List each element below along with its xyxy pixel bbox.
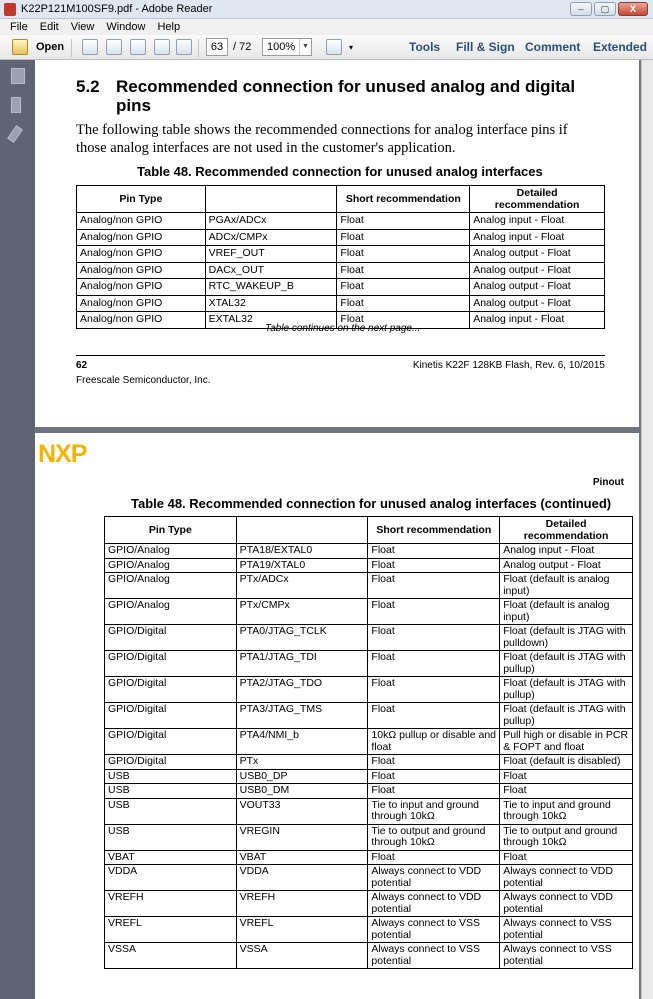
table-cell: PTA3/JTAG_TMS (236, 703, 368, 729)
table-cell: VREFH (236, 891, 368, 917)
menu-window[interactable]: Window (106, 21, 146, 33)
open-folder-icon[interactable] (12, 39, 28, 55)
table-cell: GPIO/Digital (105, 651, 237, 677)
table-cell: VSSA (105, 943, 237, 969)
table-row (105, 599, 633, 625)
table-cell: Float (500, 850, 633, 865)
table-cell: PTA1/JTAG_TDI (236, 651, 368, 677)
table-cell: Float (500, 769, 633, 784)
table-cell: Float (default is analog input) (500, 599, 633, 625)
navigation-panel (0, 60, 35, 999)
table-cell: Float (default is JTAG with pullup) (500, 677, 633, 703)
table-cell: USB (105, 769, 237, 784)
table-cell: Float (500, 784, 633, 799)
table-cell: PTx/ADCx (236, 573, 368, 599)
table-cell: Float (337, 262, 470, 279)
menu-view[interactable]: View (70, 21, 95, 33)
table-cell: Float (default is disabled) (500, 755, 633, 770)
export-pdf-icon[interactable] (106, 39, 122, 55)
table-cell: Always connect to VSS potential (368, 943, 500, 969)
menu-help[interactable]: Help (157, 21, 181, 33)
table-cell: VREGIN (236, 824, 368, 850)
table-row (105, 865, 633, 891)
table-row (105, 558, 633, 573)
table-cell: Always connect to VDD potential (368, 891, 500, 917)
maximize-button[interactable]: ▢ (594, 2, 616, 16)
table-cell: Analog/non GPIO (77, 246, 206, 263)
table-cell: DACx_OUT (205, 262, 337, 279)
table-cell: PTx/CMPx (236, 599, 368, 625)
footer-document: Kinetis K22F 128KB Flash, Rev. 6, 10/2015 (412, 360, 605, 371)
table-cell: Float (368, 651, 500, 677)
table-row (105, 703, 633, 729)
table-row (105, 625, 633, 651)
table-header-row (105, 517, 633, 544)
adobe-reader-icon (4, 3, 16, 16)
table-cell: GPIO/Digital (105, 703, 237, 729)
fill-sign-link[interactable]: Fill & Sign (456, 40, 515, 54)
table-cell: Float (368, 755, 500, 770)
table-cell: Float (368, 558, 500, 573)
attachments-icon[interactable] (7, 125, 23, 143)
table-cell: GPIO/Digital (105, 755, 237, 770)
table-cell: VREFH (105, 891, 237, 917)
table-cell: VREFL (105, 917, 237, 943)
table-row (105, 784, 633, 799)
table-row (105, 824, 633, 850)
column-header: Short recommendation (368, 517, 500, 544)
table-cell: Float (368, 769, 500, 784)
table-cell: Analog/non GPIO (77, 229, 206, 246)
tools-link[interactable]: Tools (409, 40, 441, 54)
table-cell: Float (default is JTAG with pullup) (500, 703, 633, 729)
nxp-logo (38, 441, 104, 465)
table-cell: Float (default is JTAG with pullup) (500, 651, 633, 677)
close-button[interactable]: X (618, 2, 648, 16)
table-cell: GPIO/Analog (105, 558, 237, 573)
menu-file[interactable]: File (10, 21, 28, 33)
table-cell: Float (337, 213, 470, 230)
table-cell: VSSA (236, 943, 368, 969)
table-cell: GPIO/Analog (105, 599, 237, 625)
table-cell: Analog input - Float (500, 544, 633, 559)
table-cell: Always connect to VDD potential (500, 891, 633, 917)
table-row (77, 279, 605, 296)
table-cell: PTA19/XTAL0 (236, 558, 368, 573)
table-cell: Float (368, 599, 500, 625)
chevron-down-icon[interactable]: ▼ (299, 39, 311, 55)
pin-table (76, 185, 605, 329)
table-cell: VDDA (105, 865, 237, 891)
page-header-pinout: Pinout (592, 477, 624, 488)
table-row (77, 246, 605, 263)
column-header (205, 186, 337, 213)
table-cell: VBAT (105, 850, 237, 865)
table-row (105, 573, 633, 599)
fit-page-icon[interactable] (326, 39, 342, 55)
page-thumbnails-icon[interactable] (11, 68, 25, 84)
table-cell: ADCx/CMPx (205, 229, 337, 246)
table-cell: Tie to input and ground through 10kΩ (368, 798, 500, 824)
table-cell: Always connect to VSS potential (500, 917, 633, 943)
window-title: K22P121M100SF9.pdf - Adobe Reader (21, 3, 213, 15)
save-icon[interactable] (176, 39, 192, 55)
table-cell: GPIO/Digital (105, 729, 237, 755)
table-cell: Float (368, 703, 500, 729)
table-cell: XTAL32 (205, 295, 337, 312)
table-cell: VOUT33 (236, 798, 368, 824)
table-cell: Float (368, 677, 500, 703)
table-cell: Float (337, 246, 470, 263)
table-cell: Always connect to VDD potential (500, 865, 633, 891)
column-header: Detailed recommendation (470, 186, 605, 213)
column-header: Pin Type (105, 517, 237, 544)
table-row (105, 651, 633, 677)
table-continues-note: Table continues on the next page... (265, 323, 421, 334)
table-cell: GPIO/Analog (105, 544, 237, 559)
table-cell: Analog input - Float (470, 312, 605, 329)
comment-link[interactable]: Comment (525, 40, 581, 54)
table-cell: Analog input - Float (470, 213, 605, 230)
upload-icon[interactable] (154, 39, 170, 55)
table-cell: PTA18/EXTAL0 (236, 544, 368, 559)
table-cell: Float (368, 625, 500, 651)
footer-company: Freescale Semiconductor, Inc. (76, 375, 211, 386)
table-row (105, 544, 633, 559)
table-cell: Float (337, 279, 470, 296)
table-caption-continued: Table 48. Recommended connection for unused analog interfaces (continued) (131, 496, 612, 511)
table-cell: USB (105, 784, 237, 799)
zoom-value: 100% (267, 41, 296, 53)
nxp-logo-text: NXP (38, 441, 87, 465)
table-row (105, 755, 633, 770)
open-button[interactable]: Open (36, 41, 65, 53)
table-row (77, 213, 605, 230)
table-cell: Analog input - Float (470, 229, 605, 246)
section-title: Recommended connection for unused analog and digital pins (116, 77, 576, 115)
menu-bar (0, 19, 653, 35)
table-cell: Float (337, 229, 470, 246)
table-cell: GPIO/Digital (105, 677, 237, 703)
section-number: 5.2 (76, 77, 100, 96)
table-cell: USB (105, 798, 237, 824)
table-row (105, 917, 633, 943)
table-row (105, 891, 633, 917)
table-row (77, 229, 605, 246)
table-row (105, 729, 633, 755)
table-cell: Always connect to VSS potential (500, 943, 633, 969)
toolbar-overflow-icon[interactable]: ▾ (349, 43, 354, 52)
title-bar (0, 0, 653, 19)
table-cell: 10kΩ pullup or disable and float (368, 729, 500, 755)
table-cell: Always connect to VSS potential (368, 917, 500, 943)
table-cell: Analog output - Float (470, 295, 605, 312)
table-cell: PTA4/NMI_b (236, 729, 368, 755)
table-cell: VDDA (236, 865, 368, 891)
table-cell: Pull high or disable in PCR & FOPT and float (500, 729, 633, 755)
document-viewer[interactable] (35, 60, 653, 999)
table-cell: USB0_DM (236, 784, 368, 799)
table-cell: VREF_OUT (205, 246, 337, 263)
pdf-page-62 (35, 60, 639, 427)
table-body (77, 213, 605, 329)
page-total: / 72 (233, 41, 252, 53)
table-cell: Float (default is JTAG with pulldown) (500, 625, 633, 651)
table-cell: Float (368, 573, 500, 599)
toolbar (0, 35, 653, 60)
page-number-input[interactable]: 63 (206, 38, 228, 56)
table-cell: Analog/non GPIO (77, 295, 206, 312)
extended-link[interactable]: Extended (593, 40, 648, 54)
table-cell: PTA2/JTAG_TDO (236, 677, 368, 703)
table-cell: Float (337, 295, 470, 312)
table-cell: PGAx/ADCx (205, 213, 337, 230)
table-cell: Tie to input and ground through 10kΩ (500, 798, 633, 824)
table-cell: RTC_WAKEUP_B (205, 279, 337, 296)
pin-table-continued (104, 516, 633, 969)
table-cell: Tie to output and ground through 10kΩ (500, 824, 633, 850)
table-cell: VBAT (236, 850, 368, 865)
table-cell: Tie to output and ground through 10kΩ (368, 824, 500, 850)
table-row (105, 850, 633, 865)
vertical-scrollbar[interactable] (641, 60, 653, 999)
table-caption: Table 48. Recommended connection for unused analog interfaces (137, 164, 543, 179)
table-cell: Analog/non GPIO (77, 213, 206, 230)
footer-divider (76, 355, 605, 356)
table-cell: PTx (236, 755, 368, 770)
table-cell: Analog output - Float (470, 246, 605, 263)
table-cell: Analog/non GPIO (77, 262, 206, 279)
table-cell: Float (368, 544, 500, 559)
table-cell: Float (337, 312, 470, 329)
table-cell: Analog/non GPIO (77, 312, 206, 329)
bookmarks-icon[interactable] (11, 97, 21, 113)
table-cell: EXTAL32 (205, 312, 337, 329)
zoom-select[interactable] (262, 38, 312, 56)
table-row (105, 943, 633, 969)
table-cell: Always connect to VDD potential (368, 865, 500, 891)
table-cell: GPIO/Digital (105, 625, 237, 651)
table-row (105, 677, 633, 703)
create-pdf-icon[interactable] (82, 39, 98, 55)
table-cell: Analog output - Float (470, 279, 605, 296)
table-cell: Analog/non GPIO (77, 279, 206, 296)
edit-pdf-icon[interactable] (130, 39, 146, 55)
table-cell: Float (default is analog input) (500, 573, 633, 599)
column-header: Short recommendation (337, 186, 470, 213)
table-cell: GPIO/Analog (105, 573, 237, 599)
table-row (77, 295, 605, 312)
table-cell: USB (105, 824, 237, 850)
table-cell: VREFL (236, 917, 368, 943)
minimize-button[interactable]: – (570, 2, 592, 16)
table-cell: Float (368, 784, 500, 799)
table-header-row (77, 186, 605, 213)
menu-edit[interactable]: Edit (39, 21, 59, 33)
table-body (105, 544, 633, 969)
column-header: Detailed recommendation (500, 517, 633, 544)
table-cell: Analog output - Float (500, 558, 633, 573)
table-cell: PTA0/JTAG_TCLK (236, 625, 368, 651)
table-row (77, 262, 605, 279)
footer-page-number: 62 (76, 360, 88, 371)
table-cell: USB0_DP (236, 769, 368, 784)
column-header: Pin Type (77, 186, 206, 213)
table-row (105, 798, 633, 824)
table-cell: Analog output - Float (470, 262, 605, 279)
pdf-page-63 (35, 433, 639, 999)
table-cell: Float (368, 850, 500, 865)
table-row (105, 769, 633, 784)
section-paragraph: The following table shows the recommended connections for analog interface pins if those analog interfaces are not used in the customer's application. (76, 122, 568, 156)
column-header (236, 517, 368, 544)
